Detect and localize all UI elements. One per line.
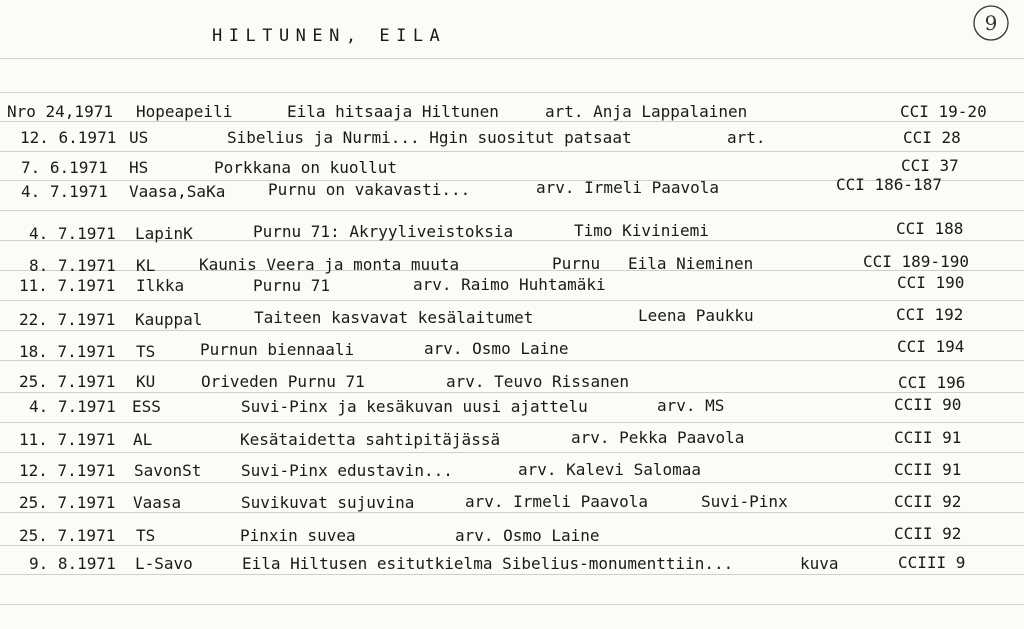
entry-title: Purnun biennaali [200,340,355,359]
entry-date: 9. 8.1971 [29,554,116,573]
entry-title: Oriveden Purnu 71 [201,372,365,391]
entry-note: arv. Irmeli Paavola [536,178,720,197]
entry-date: 25. 7.1971 [19,526,116,545]
entry-source: TS [136,342,156,361]
entry-note: Leena Paukku [638,306,754,325]
entry-ref: CCII 90 [894,395,962,414]
entry-source: KL [136,256,156,275]
entry-ref: CCI 190 [897,273,965,292]
entry-title: Eila Hiltusen esitutkielma Sibelius-monumenttiin... [242,554,734,573]
entry-ref: CCI 188 [896,219,964,238]
entry-source: Vaasa,SaKa [129,182,226,201]
entry-title: Pinxin suvea [240,526,356,545]
entry-ref: CCI 194 [897,337,965,356]
entry-title: Purnu 71 [253,276,331,295]
entry-note: arv. Raimo Huhtamäki [413,275,606,294]
entry-source: Vaasa [133,493,182,512]
entry-note: arv. Osmo Laine [424,339,569,358]
entry-source: L-Savo [135,554,193,573]
card-rule [0,604,1024,605]
entry-title: Porkkana on kuollut [214,158,398,177]
entry-source: LapinK [135,224,193,243]
entry-note: arv. Osmo Laine [455,526,600,545]
entry-source: SavonSt [134,461,202,480]
card-rule [0,151,1024,152]
entry-source: ESS [132,397,161,416]
entry-ref: CCI 37 [901,156,959,175]
card-title: HILTUNEN, EILA [212,26,447,46]
entry-title: Kesätaidetta sahtipitäjässä [240,430,501,449]
entry-source: KU [136,372,156,391]
entry-source: Kauppal [135,310,203,329]
entry-date: 4. 7.1971 [29,224,116,243]
card-rule [0,545,1024,546]
entry-source: Hopeapeili [136,102,233,121]
entry-title: Eila hitsaaja Hiltunen [287,102,499,121]
entry-date: 8. 7.1971 [29,256,116,275]
entry-date: 11. 7.1971 [19,276,116,295]
entry-date: 18. 7.1971 [19,342,116,361]
entry-ref: CCII 92 [894,492,962,511]
entry-source: HS [129,158,149,177]
entry-date: 22. 7.1971 [19,310,116,329]
handwritten-number-stamp [972,4,1010,42]
card-rule [0,574,1024,575]
entry-date: 25. 7.1971 [19,493,116,512]
entry-source: US [129,128,149,147]
entry-ref: CCI 186-187 [836,175,942,194]
entry-title: Purnu on vakavasti... [268,180,471,199]
entry-ref: CCII 91 [894,460,962,479]
card-rule [0,210,1024,211]
stamp-number: 9 [984,11,998,35]
entry-note-secondary: Suvi-Pinx [701,492,788,511]
entry-note: arv. Teuvo Rissanen [446,372,630,391]
entry-title: Taiteen kasvavat kesälaitumet [254,308,534,327]
entry-ref: CCI 192 [896,305,964,324]
entry-title: Suvi-Pinx edustavin... [241,461,453,480]
entry-title: Purnu 71: Akryyliveistoksia [253,222,514,241]
entry-ref: CCII 91 [894,428,962,447]
entry-source: TS [136,526,156,545]
entry-title: Sibelius ja Nurmi... Hgin suositut patsaat [227,128,632,147]
entry-title: Suvikuvat sujuvina [241,493,415,512]
card-rule [0,58,1024,59]
entry-date: 11. 7.1971 [19,430,116,449]
card-rule [0,512,1024,513]
card-rule [0,92,1024,93]
entry-ref: CCI 28 [903,128,961,147]
entry-note: Purnu [552,254,601,273]
entry-note: art. Anja Lappalainen [545,102,748,121]
card-rule [0,482,1024,483]
entry-date: 12. 7.1971 [19,461,116,480]
entry-source: Ilkka [136,276,185,295]
entry-note: arv. Irmeli Paavola [465,492,649,511]
entry-note: arv. MS [657,396,725,415]
card-rule [0,422,1024,423]
card-rule [0,330,1024,331]
entry-date: 25. 7.1971 [19,372,116,391]
entry-ref: CCI 189-190 [863,252,969,271]
entry-note: art. [727,128,766,147]
entry-ref: CCI 19-20 [900,102,987,121]
card-rule [0,121,1024,122]
entry-date: 4. 7.1971 [29,397,116,416]
entry-date: 12. 6.1971 [20,128,117,147]
entry-title: Kaunis Veera ja monta muuta [199,255,460,274]
entry-date: 4. 7.1971 [21,182,108,201]
entry-date: 7. 6.1971 [21,158,108,177]
entry-ref: CCI 196 [898,373,966,392]
entry-source: AL [133,430,153,449]
entry-note-secondary: Eila Nieminen [628,254,754,273]
entry-note: kuva [800,554,839,573]
entry-ref: CCIII 9 [898,553,966,572]
card-rule [0,392,1024,393]
entry-note: Timo Kiviniemi [574,221,709,240]
entry-date: Nro 24,1971 [7,102,113,121]
entry-note: arv. Pekka Paavola [571,428,745,447]
entry-note: arv. Kalevi Salomaa [518,460,702,479]
entry-title: Suvi-Pinx ja kesäkuvan uusi ajattelu [241,397,588,416]
entry-ref: CCII 92 [894,524,962,543]
card-rule [0,300,1024,301]
card-rule [0,452,1024,453]
